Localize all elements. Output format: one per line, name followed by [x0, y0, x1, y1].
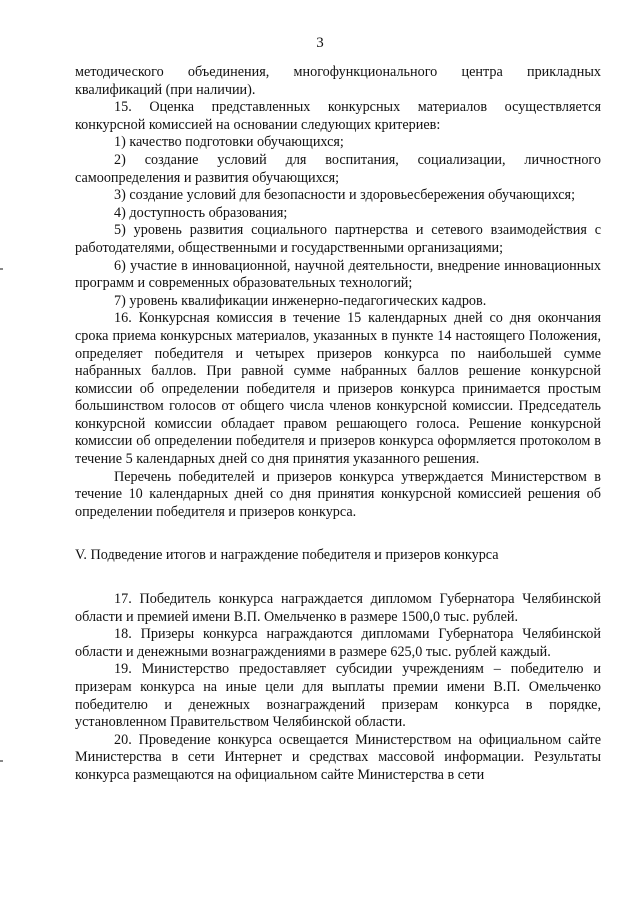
criteria-item: 3) создание условий для безопасности и здоровьесбережения обучающихся;: [114, 187, 576, 204]
page-number: 3: [316, 35, 324, 51]
paragraph: 17. Победитель конкурса награждается дипломом Губернатора Челябинской области и премией имени В.П. Омельченко в размере 1500,0 тыс. рублей.: [75, 591, 601, 625]
paragraph: методического объединения, многофункционального центра прикладных квалификаций (при наличии).: [75, 64, 601, 98]
paragraph: Перечень победителей и призеров конкурса утверждается Министерством в течение 10 календарных дней со дня принятия конкурсной комиссией решения об определении победителя и призеров конкурса.: [75, 468, 601, 520]
document-body: [75, 64, 601, 785]
paragraph: 16. Конкурсная комиссия в течение 15 календарных дней со дня окончания срока приема конкурсных материалов, указанных в пункте 14 настоящего Положения, определяет победителя и четырех призеров конкурса по наибольшей сумме набранных баллов. При равной сумме набранных баллов решение конкурсной комиссии об определении победителя и призеров конкурса принимается простым большинством голосов от общего числа членов конкурсной комиссии. Председатель конкурсной комиссии обладает правом решающего голоса. Решение конкурсной комиссии об определении победителя и призеров конкурса оформляется протоколом в течение 5 календарных дней со дня принятия указанного решения.: [75, 310, 601, 468]
scan-edge-mark: [0, 268, 3, 270]
paragraph: 20. Проведение конкурса освещается Министерством на официальном сайте Министерства в сети Интернет и средствах массовой информации. Результаты конкурса размещаются на официальном сайте Министерства в сети: [75, 731, 601, 783]
paragraph: 19. Министерство предоставляет субсидии учреждениям – победителю и призерам конкурса на иные цели для выплаты премии имени В.П. Омельченко победителю и денежных вознаграждений призерам конкурса в порядке, установленном Правительством Челябинской области.: [75, 661, 601, 731]
section-heading: V. Подведение итогов и награждение победителя и призеров конкурса: [75, 547, 499, 564]
scan-edge-mark: [0, 760, 3, 762]
paragraph: 18. Призеры конкурса награждаются дипломами Губернатора Челябинской области и денежными вознаграждениями в размере 625,0 тыс. рублей каждый.: [75, 626, 601, 660]
criteria-item: 2) создание условий для воспитания, социализации, личностного самоопределения и развития обучающихся;: [75, 151, 601, 186]
paragraph: 15. Оценка представленных конкурсных материалов осуществляется конкурсной комиссией на основании следующих критериев:: [75, 99, 601, 133]
criteria-item: 6) участие в инновационной, научной деятельности, внедрение инновационных программ и современных образовательных технологий;: [75, 257, 601, 292]
criteria-item: 5) уровень развития социального партнерства и сетевого взаимодействия с работодателями, общественными и государственными организациями;: [75, 222, 601, 256]
criteria-item: 4) доступность образования;: [114, 204, 288, 221]
criteria-item: 1) качество подготовки обучающихся;: [114, 134, 344, 151]
criteria-item: 7) уровень квалификации инженерно-педагогических кадров.: [114, 292, 487, 309]
